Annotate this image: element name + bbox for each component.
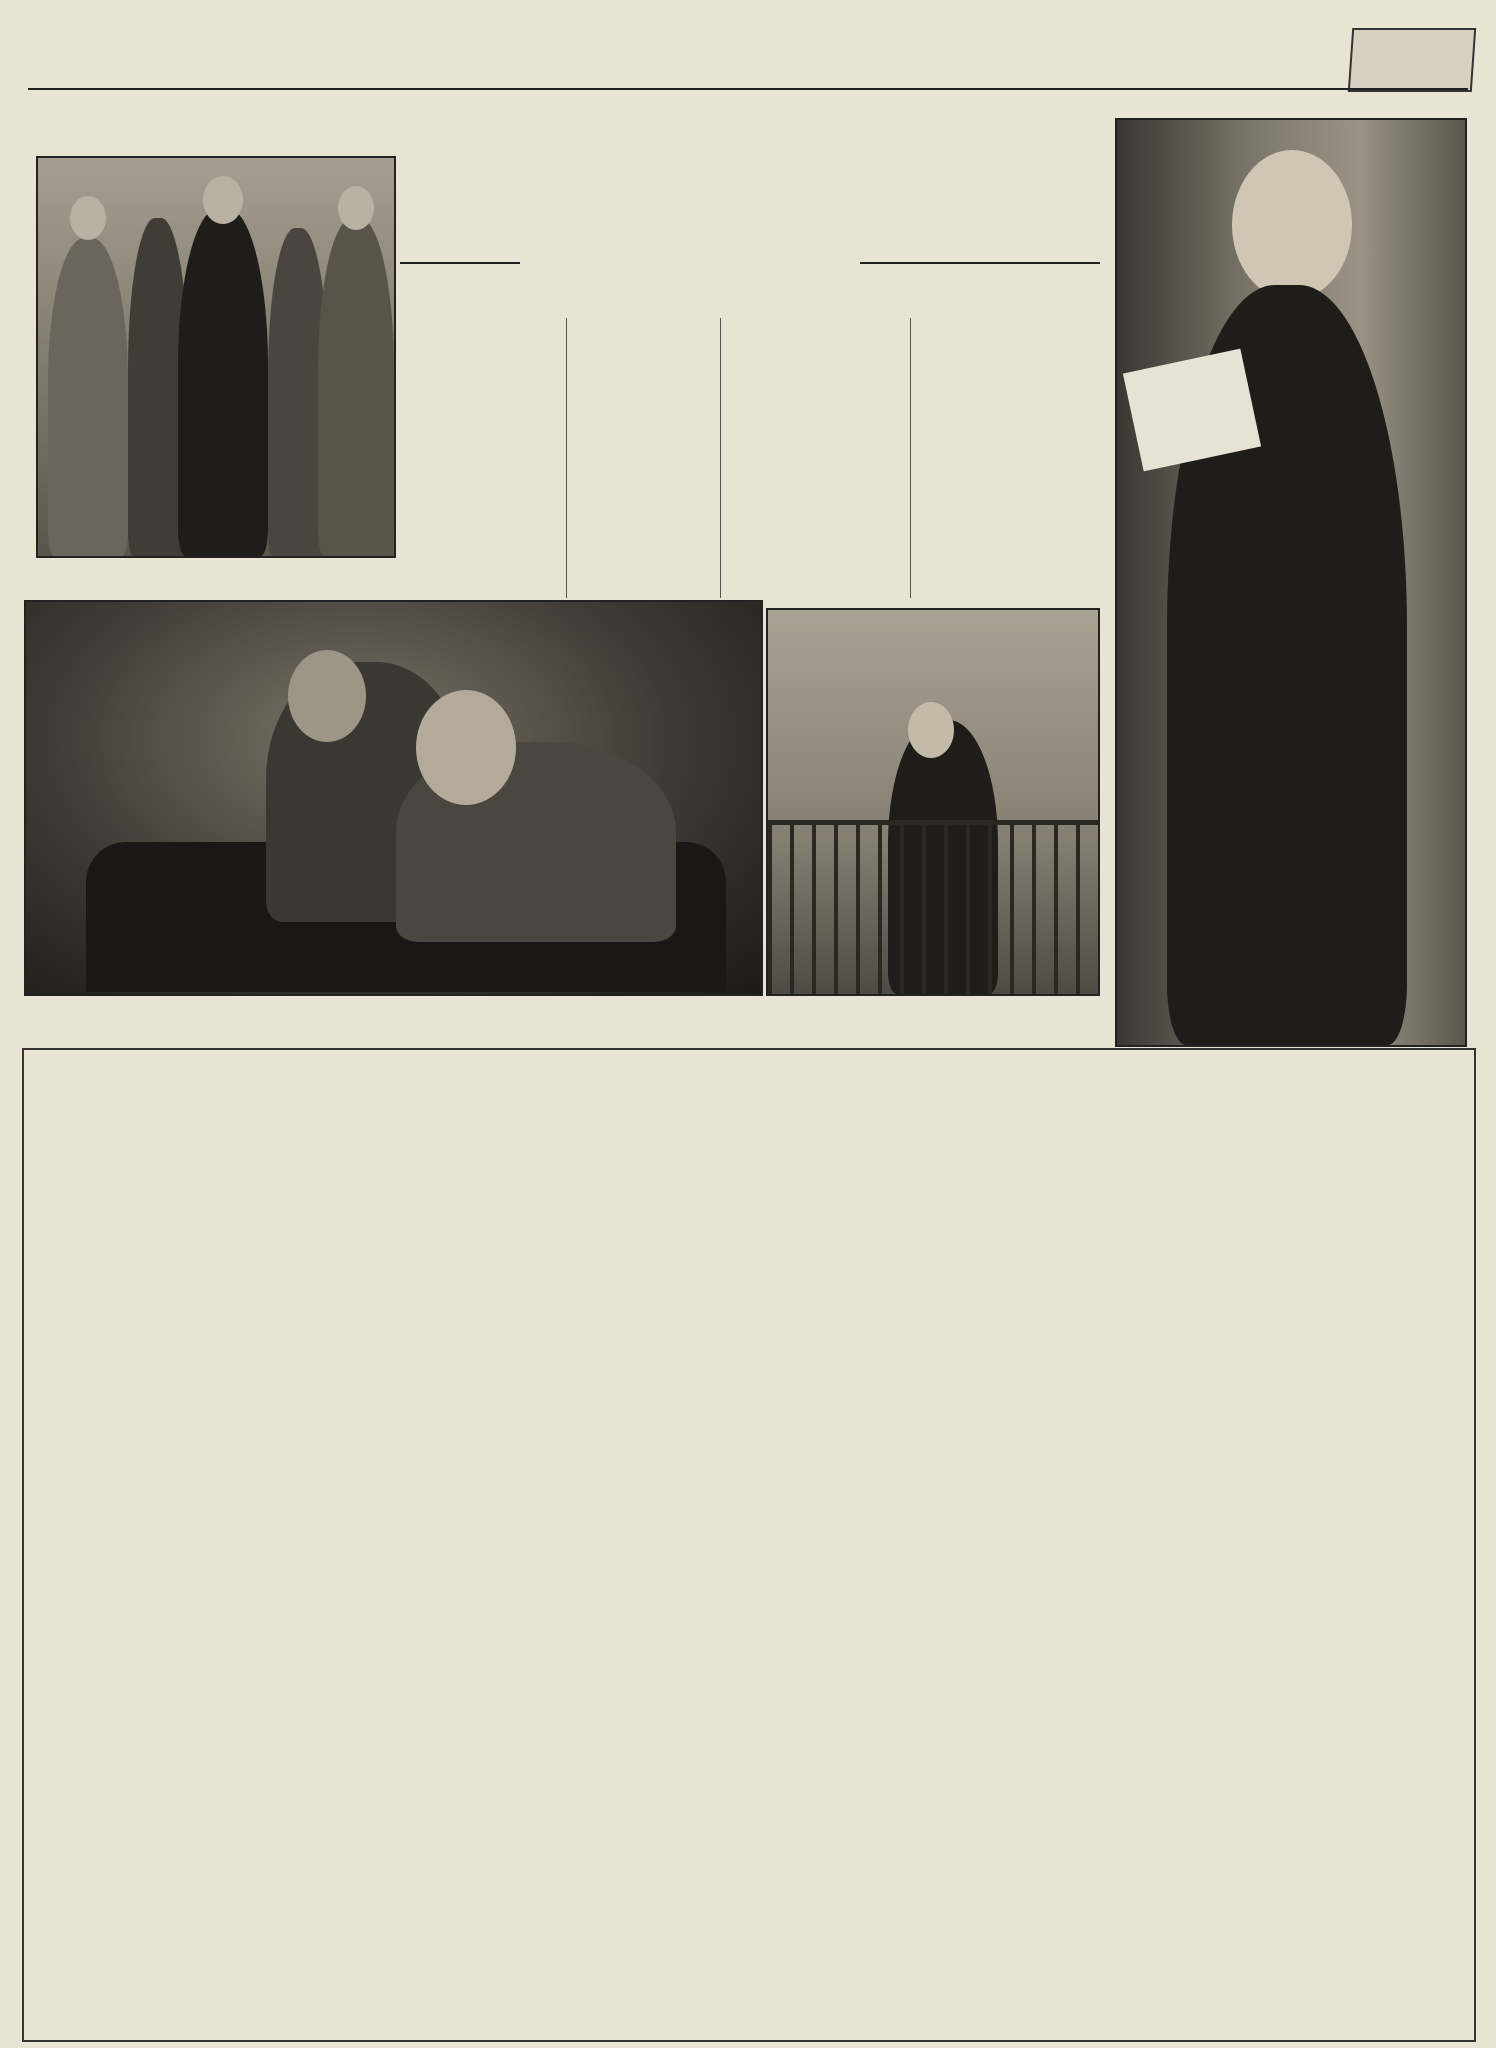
headline-rule-right [860,262,1100,264]
petain-group-photo [36,156,396,558]
top-article-col-3 [575,318,715,598]
headline-rule-left [400,262,520,264]
mussolini-car-photo [24,600,763,996]
passenger-left-head [288,650,366,742]
balcony-head [908,702,954,758]
mussolini-balcony-photo [766,608,1100,996]
top-article-col-4 [402,318,560,598]
group-figure-3 [178,208,268,556]
balcony-railing [768,820,1098,996]
top-article-col-1 [918,318,1100,598]
letter-section-box [22,1048,1476,2042]
top-col-divider-2 [720,318,721,598]
group-head-3 [203,176,243,224]
newspaper-logo [1348,28,1476,92]
group-head-1 [70,196,106,240]
group-figure-5 [318,218,394,556]
header-rule [28,88,1468,90]
mussolini-portrait-photo [1115,118,1467,1047]
top-article-col-2 [728,318,904,598]
group-figure-1 [48,238,128,556]
mussolini-head [416,690,516,805]
top-col-divider-3 [566,318,567,598]
top-col-divider-1 [910,318,911,598]
portrait-head [1232,150,1352,300]
group-head-5 [338,186,374,230]
